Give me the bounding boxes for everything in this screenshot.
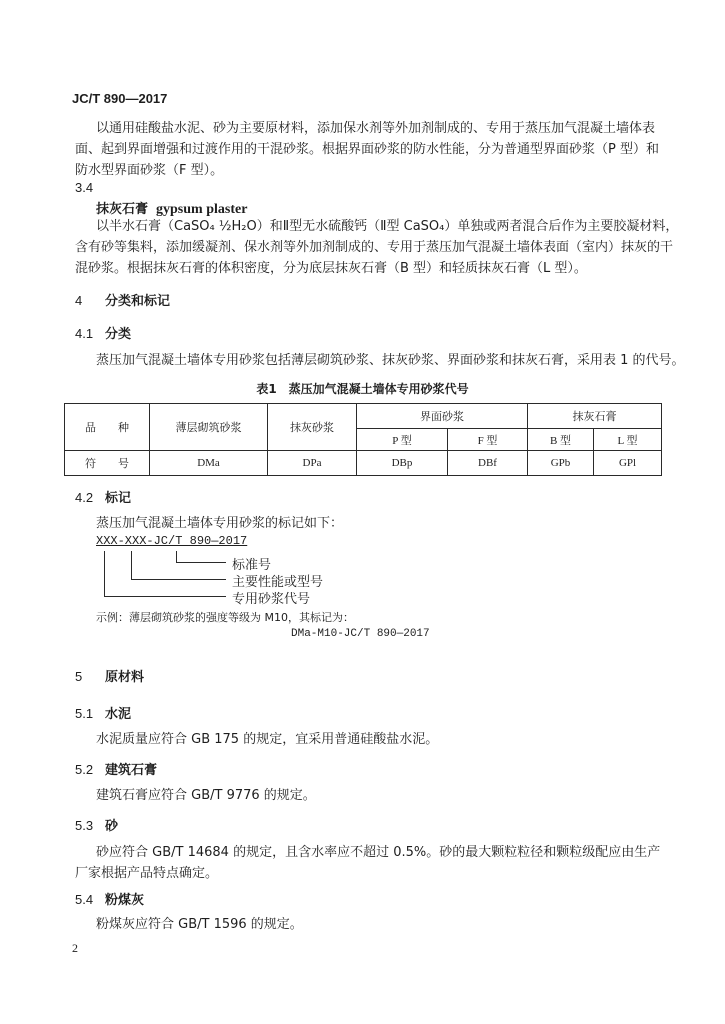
intro-line-3: 防水型界面砂浆（F 型）。 — [75, 163, 224, 178]
s4-1-text: 蒸压加气混凝土墙体专用砂浆包括薄层砌筑砂浆、抹灰砂浆、界面砂浆和抹灰石膏，采用表 1 的代号。 — [96, 353, 685, 368]
example-text: 示例：薄层砌筑砂浆的强度等级为 M10，其标记为： — [96, 611, 354, 624]
section-title: 水泥 — [105, 707, 132, 722]
section-5-2-heading — [75, 759, 157, 778]
page-number: 2 — [72, 941, 78, 955]
section-number: 5.3 — [75, 818, 94, 833]
marking-pattern: XXX-XXX-JC/T 890—2017 — [96, 534, 248, 548]
section-title: 标记 — [105, 491, 132, 506]
s4-2-text: 蒸压加气混凝土墙体专用砂浆的标记如下： — [96, 516, 344, 531]
section-4-1-heading — [75, 323, 131, 342]
bracket-vertical-code — [104, 551, 105, 597]
section-4-heading — [75, 290, 170, 309]
label-performance-type: 主要性能或型号 — [232, 575, 324, 590]
section-number: 4 — [75, 293, 83, 308]
s5-3-line-2: 厂家根据产品特点确定。 — [75, 866, 219, 881]
bracket-horizontal-standard — [176, 562, 226, 563]
section-4-2-heading — [75, 487, 131, 506]
s5-1-text: 水泥质量应符合 GB 175 的规定，宜采用普通硅酸盐水泥。 — [96, 732, 439, 747]
section-title: 砂 — [105, 819, 119, 834]
s3-4-line-1: 以半水石膏（CaSO₄ ½H₂O）和Ⅱ型无水硫酸钙（Ⅱ型 CaSO₄）单独或两者混合后作为主要胶凝材料， — [96, 219, 679, 234]
header-plaster-mortar: 抹灰砂浆 — [268, 404, 357, 451]
intro-line-2: 面、起到界面增强和过渡作用的干混砂浆。根据界面砂浆的防水性能，分为普通型界面砂浆（P 型）和 — [75, 142, 659, 157]
code-gypsum-l: GPl — [594, 451, 662, 476]
header-product: 品 种 — [65, 404, 150, 451]
s5-4-text: 粉煤灰应符合 GB/T 1596 的规定。 — [96, 917, 303, 932]
s5-3-line-1: 砂应符合 GB/T 14684 的规定，且含水率应不超过 0.5%。砂的最大颗粒粒径和颗粒级配应由生产 — [96, 845, 661, 860]
subheader-p-type: P 型 — [357, 429, 448, 451]
section-number: 5 — [75, 669, 83, 684]
section-5-1-heading — [75, 703, 131, 722]
code-plaster: DPa — [268, 451, 357, 476]
term-en: gypsum plaster — [156, 202, 248, 217]
table-caption: 表1 蒸压加气混凝土墙体专用砂浆代号 — [256, 382, 469, 396]
code-interface-f: DBf — [448, 451, 528, 476]
section-number: 5.1 — [75, 706, 94, 721]
s3-4-line-2: 含有砂等集料，添加缓凝剂、保水剂等外加剂制成的、专用于蒸压加气混凝土墙体表面（室内）抹灰的干 — [75, 240, 674, 255]
subheader-l-type: L 型 — [594, 429, 662, 451]
example-mark: DMa-M10-JC/T 890—2017 — [291, 628, 430, 640]
row-symbol-label: 符 号 — [65, 451, 150, 476]
section-number: 4.1 — [75, 326, 94, 341]
section-title: 分类和标记 — [105, 294, 171, 309]
s5-2-text: 建筑石膏应符合 GB/T 9776 的规定。 — [96, 788, 316, 803]
bracket-horizontal-code — [104, 596, 226, 597]
section-title: 建筑石膏 — [105, 763, 158, 778]
bracket-vertical-performance — [131, 551, 132, 580]
term-cn: 抹灰石膏 — [96, 202, 149, 217]
bracket-horizontal-performance — [131, 579, 226, 580]
s3-4-line-3: 混砂浆。根据抹灰石膏的体积密度，分为底层抹灰石膏（B 型）和轻质抹灰石膏（L 型）。 — [75, 261, 587, 276]
header-masonry-mortar: 薄层砌筑砂浆 — [150, 404, 268, 451]
label-mortar-code: 专用砂浆代号 — [232, 592, 311, 607]
header-interface-mortar: 界面砂浆 — [357, 404, 528, 429]
section-title: 分类 — [105, 327, 132, 342]
subheader-b-type: B 型 — [528, 429, 594, 451]
subheader-f-type: F 型 — [448, 429, 528, 451]
section-title: 原材料 — [105, 670, 145, 685]
section-3-4-number: 3.4 — [75, 180, 94, 195]
mortar-code-table — [64, 403, 662, 476]
code-gypsum-b: GPb — [528, 451, 594, 476]
code-masonry: DMa — [150, 451, 268, 476]
header-gypsum-plaster: 抹灰石膏 — [528, 404, 662, 429]
standard-code-header: JC/T 890—2017 — [72, 91, 168, 106]
section-5-4-heading — [75, 889, 144, 908]
section-number: 4.2 — [75, 490, 94, 505]
section-number: 5.2 — [75, 762, 94, 777]
section-5-3-heading — [75, 815, 118, 834]
section-5-heading — [75, 666, 144, 685]
intro-line-1: 以通用硅酸盐水泥、砂为主要原材料，添加保水剂等外加剂制成的、专用于蒸压加气混凝土墙体表 — [96, 121, 656, 136]
code-interface-p: DBp — [357, 451, 448, 476]
section-number: 5.4 — [75, 892, 94, 907]
section-3-4-term — [96, 198, 247, 218]
label-standard-number: 标准号 — [232, 558, 272, 573]
section-title: 粉煤灰 — [105, 893, 145, 908]
